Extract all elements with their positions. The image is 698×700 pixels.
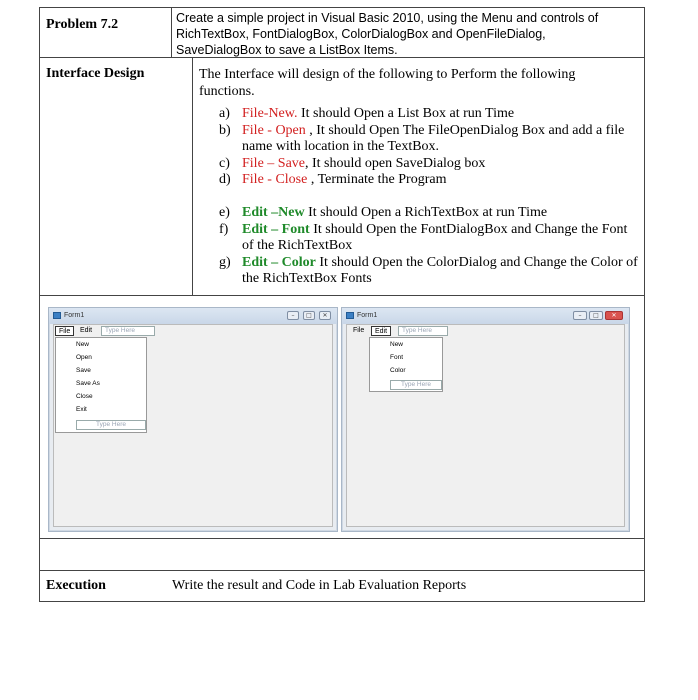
table-border-bottom xyxy=(39,601,645,602)
maximize-icon[interactable]: □ xyxy=(303,311,315,320)
list-item: f) Edit – Font It should Open the FontDialogBox and Change the Font of the RichTextBox xyxy=(219,221,628,253)
maximize-icon[interactable]: □ xyxy=(589,311,603,320)
minimize-icon[interactable]: – xyxy=(287,311,299,320)
form-icon xyxy=(346,312,354,319)
menu-type-here[interactable]: Type Here xyxy=(101,326,155,336)
menu-item-exit[interactable]: Exit xyxy=(76,406,87,413)
menu-item-font[interactable]: Font xyxy=(390,354,404,361)
list-item: g) Edit – Color It should Open the ColorDialog and Change the Color of the RichTextBox Fonts xyxy=(219,254,638,286)
list-item: b) File - Open , It should Open The FileOpenDialog Box and add a file name with location in the TextBox. xyxy=(219,122,625,154)
menu-edit[interactable]: Edit xyxy=(371,326,391,336)
form-icon xyxy=(53,312,61,319)
list-item: d) File - Close , Terminate the Program xyxy=(219,172,447,187)
menu-bar xyxy=(53,325,333,337)
menu-item-save-as[interactable]: Save As xyxy=(76,380,100,387)
interface-intro: The Interface will design of the following to Perform the following functions. xyxy=(199,67,576,99)
table-border-left xyxy=(39,7,40,602)
window-title: Form1 xyxy=(64,312,85,319)
form1-window-file-menu xyxy=(48,307,338,532)
table-border-right xyxy=(644,7,645,602)
menu-file[interactable]: File xyxy=(353,327,365,334)
problem-label: Problem 7.2 xyxy=(46,17,119,32)
lab-table xyxy=(39,7,645,602)
close-icon[interactable]: ✕ xyxy=(605,311,623,320)
minimize-icon[interactable]: – xyxy=(573,311,587,320)
menu-type-here[interactable]: Type Here xyxy=(398,326,448,336)
row-divider xyxy=(39,538,645,539)
edit-dropdown xyxy=(369,337,443,392)
problem-description: Create a simple project in Visual Basic 2010, using the Menu and controls of RichTextBox, FontDialogBox, ColorDialogBox and OpenFileDialog, SaveDialogBox to save a ListBox Items. xyxy=(176,11,599,57)
table-border-top xyxy=(39,7,645,8)
title-bar xyxy=(342,308,629,324)
row-divider xyxy=(39,570,645,571)
menu-edit[interactable]: Edit xyxy=(80,327,93,334)
list-item: c) File – Save, It should open SaveDialog box xyxy=(219,155,486,171)
edit-function-list xyxy=(219,205,639,288)
column-divider xyxy=(192,57,193,295)
list-item: e) Edit –New It should Open a RichTextBox at run Time xyxy=(219,205,548,220)
menu-item-close[interactable]: Close xyxy=(76,393,93,400)
execution-text: Write the result and Code in Lab Evaluation Reports xyxy=(172,578,467,593)
title-bar xyxy=(49,308,337,324)
menu-bar xyxy=(346,325,625,337)
close-icon[interactable]: ✕ xyxy=(319,311,331,320)
window-title: Form1 xyxy=(357,312,378,319)
dropdown-type-here[interactable]: Type Here xyxy=(390,380,442,390)
menu-item-open[interactable]: Open xyxy=(76,354,92,361)
form1-window-edit-menu xyxy=(341,307,630,532)
column-divider xyxy=(171,7,172,57)
menu-item-new[interactable]: New xyxy=(76,341,90,348)
file-function-list xyxy=(219,106,639,189)
file-dropdown xyxy=(55,337,147,433)
row-divider xyxy=(39,295,645,296)
interface-label: Interface Design xyxy=(46,66,145,81)
menu-item-save[interactable]: Save xyxy=(76,367,91,374)
menu-item-new[interactable]: New xyxy=(390,341,404,348)
menu-item-color[interactable]: Color xyxy=(390,367,406,374)
execution-label: Execution xyxy=(46,578,106,593)
dropdown-type-here[interactable]: Type Here xyxy=(76,420,146,430)
list-item: a) File-New. It should Open a List Box at run Time xyxy=(219,106,515,121)
menu-file[interactable]: File xyxy=(55,326,74,336)
